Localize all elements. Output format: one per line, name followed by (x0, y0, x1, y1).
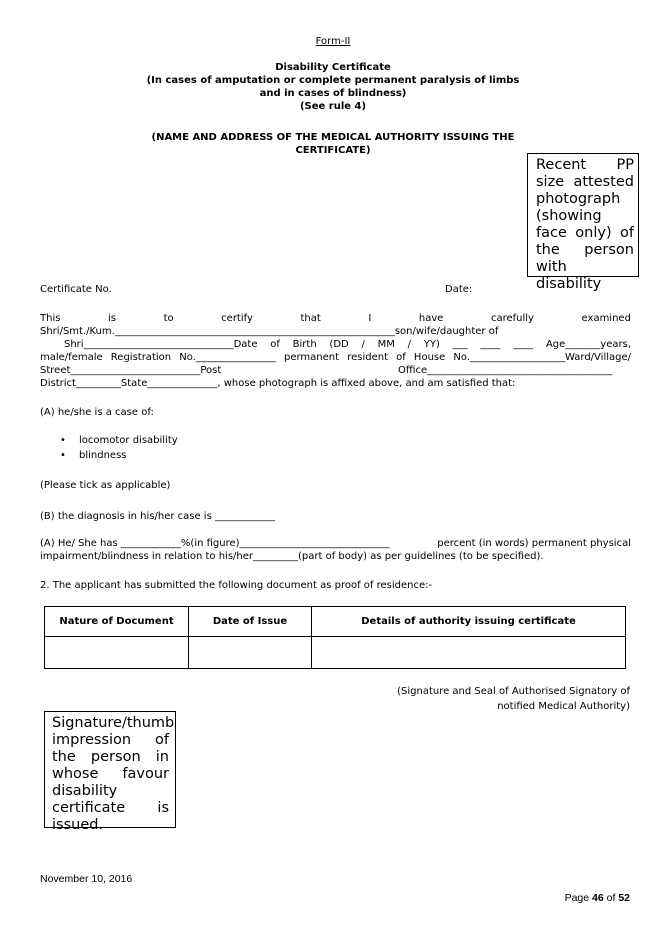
word: certify (221, 313, 253, 324)
table-header-row (45, 607, 626, 637)
body-line-1 (40, 312, 631, 325)
authority-heading-2: CERTIFICATE) (295, 145, 371, 156)
date-label: Date: (445, 284, 473, 295)
word: I (368, 313, 372, 324)
impairment-text-right: percent (in words) permanent physical (437, 538, 631, 549)
table-cell-date (189, 637, 312, 669)
signature-line-2: notified Medical Authority) (497, 701, 630, 712)
certificate-subtitle-1: (In cases of amputation or complete permanent paralysis of limbs (146, 75, 520, 86)
word: carefully (490, 313, 534, 324)
column-header: Details of authority issuing certificate (312, 607, 626, 637)
column-header: Nature of Document (45, 607, 189, 637)
photograph-box: Recent PP size attested photograph (showing face only) of the person with disability (527, 153, 639, 277)
section-b-diagnosis: (B) the diagnosis in his/her case is ____________ (40, 511, 275, 522)
section-a-intro: (A) he/she is a case of: (40, 407, 154, 418)
table-row (45, 637, 626, 669)
tick-note: (Please tick as applicable) (40, 480, 171, 491)
page-of: of (603, 892, 619, 904)
list-item: • locomotor disability (40, 433, 178, 448)
word: have (418, 313, 444, 324)
table-cell-document (45, 637, 189, 669)
word: examined (581, 313, 631, 324)
body-line-6: District_________State______________, whose photograph is affixed above, and am satisfied that: (40, 378, 516, 389)
authority-signature-block (397, 684, 630, 714)
column-header: Date of Issue (189, 607, 312, 637)
body-line-5-right: Office_____________________________________ (398, 365, 613, 376)
page-current: 46 (592, 892, 604, 904)
list-item: • blindness (40, 448, 178, 463)
word: is (108, 313, 116, 324)
rule-reference: (See rule 4) (299, 101, 367, 112)
impairment-line-1 (40, 537, 631, 550)
word: This (40, 313, 61, 324)
table-cell-authority (312, 637, 626, 669)
body-line-4: male/female Registration No.________________ permanent resident of House No.___________________Ward/Village/ (40, 352, 631, 363)
certificate-title: Disability Certificate (275, 62, 391, 73)
word: that (300, 313, 321, 324)
page-total: 52 (618, 892, 630, 904)
body-line-3: Shri______________________________Date of Birth (DD / MM / YY) ___ ____ ____ Age_______years, (64, 339, 631, 350)
form-number: Form-II (315, 36, 351, 47)
impairment-text-left: (A) He/ She has ____________%(in figure)______________________________ (40, 538, 390, 549)
footer-date: November 10, 2016 (40, 873, 133, 885)
certificate-subtitle-2: and in cases of blindness) (259, 88, 407, 99)
impairment-line-2: impairment/blindness in relation to his/her_________(part of body) as per guidelines (to be specified). (40, 551, 544, 562)
residence-document-table (44, 606, 626, 669)
certificate-number-label: Certificate No. (40, 284, 112, 295)
thumb-impression-box: Signature/thumb impression of the person in whose favour disability certificate is issued. (44, 711, 176, 828)
page-prefix: Page (564, 892, 593, 904)
disability-type-list (40, 433, 178, 463)
word: to (163, 313, 174, 324)
body-line-5-left: Street__________________________Post (40, 365, 222, 376)
page-number (565, 892, 630, 904)
authority-heading-1: (NAME AND ADDRESS OF THE MEDICAL AUTHORITY ISSUING THE (151, 132, 515, 143)
residence-note: 2. The applicant has submitted the following document as proof of residence:- (40, 580, 433, 591)
signature-line-1: (Signature and Seal of Authorised Signatory of (397, 686, 630, 697)
body-line-2: Shri/Smt./Kum.________________________________________________________son/wife/daughter of (40, 326, 499, 337)
